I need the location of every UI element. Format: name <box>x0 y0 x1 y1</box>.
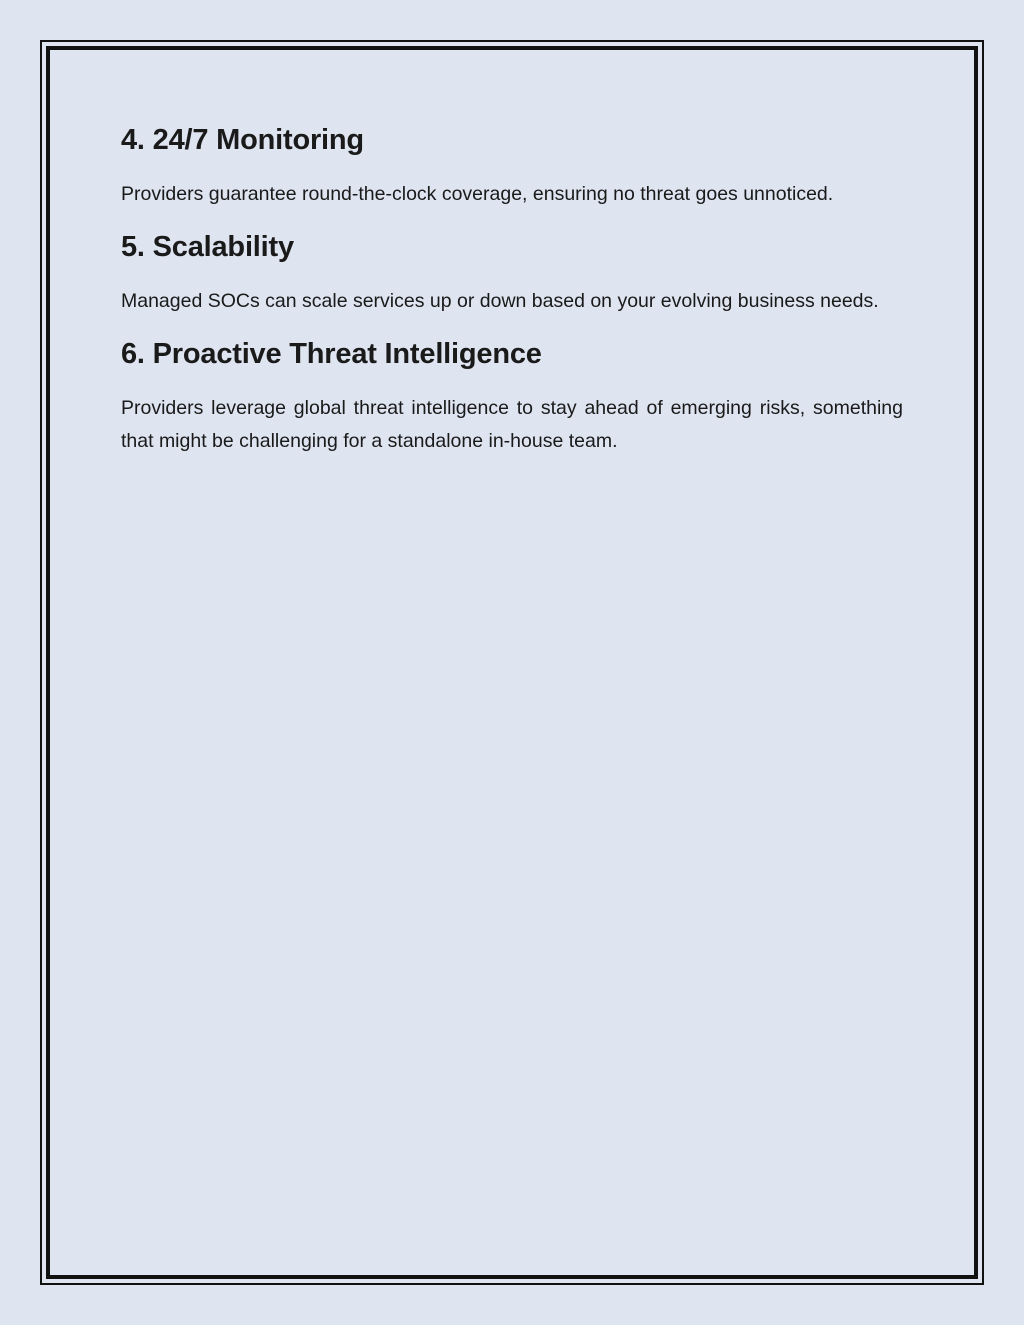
section-scalability <box>121 225 903 318</box>
section-body: Providers guarantee round-the-clock coverage, ensuring no threat goes unnoticed. <box>121 183 834 205</box>
document-content <box>121 118 903 458</box>
section-heading: 4. 24/7 Monitoring <box>121 124 364 156</box>
section-heading: 5. Scalability <box>121 231 294 263</box>
section-body: Managed SOCs can scale services up or down based on your evolving business needs. <box>121 290 879 312</box>
section-monitoring <box>121 118 903 211</box>
section-threat-intelligence <box>121 332 903 458</box>
section-heading: 6. Proactive Threat Intelligence <box>121 338 542 370</box>
section-body: Providers leverage global threat intelligence to stay ahead of emerging risks, something that might be challenging for a standalone in-house team. <box>121 397 903 452</box>
